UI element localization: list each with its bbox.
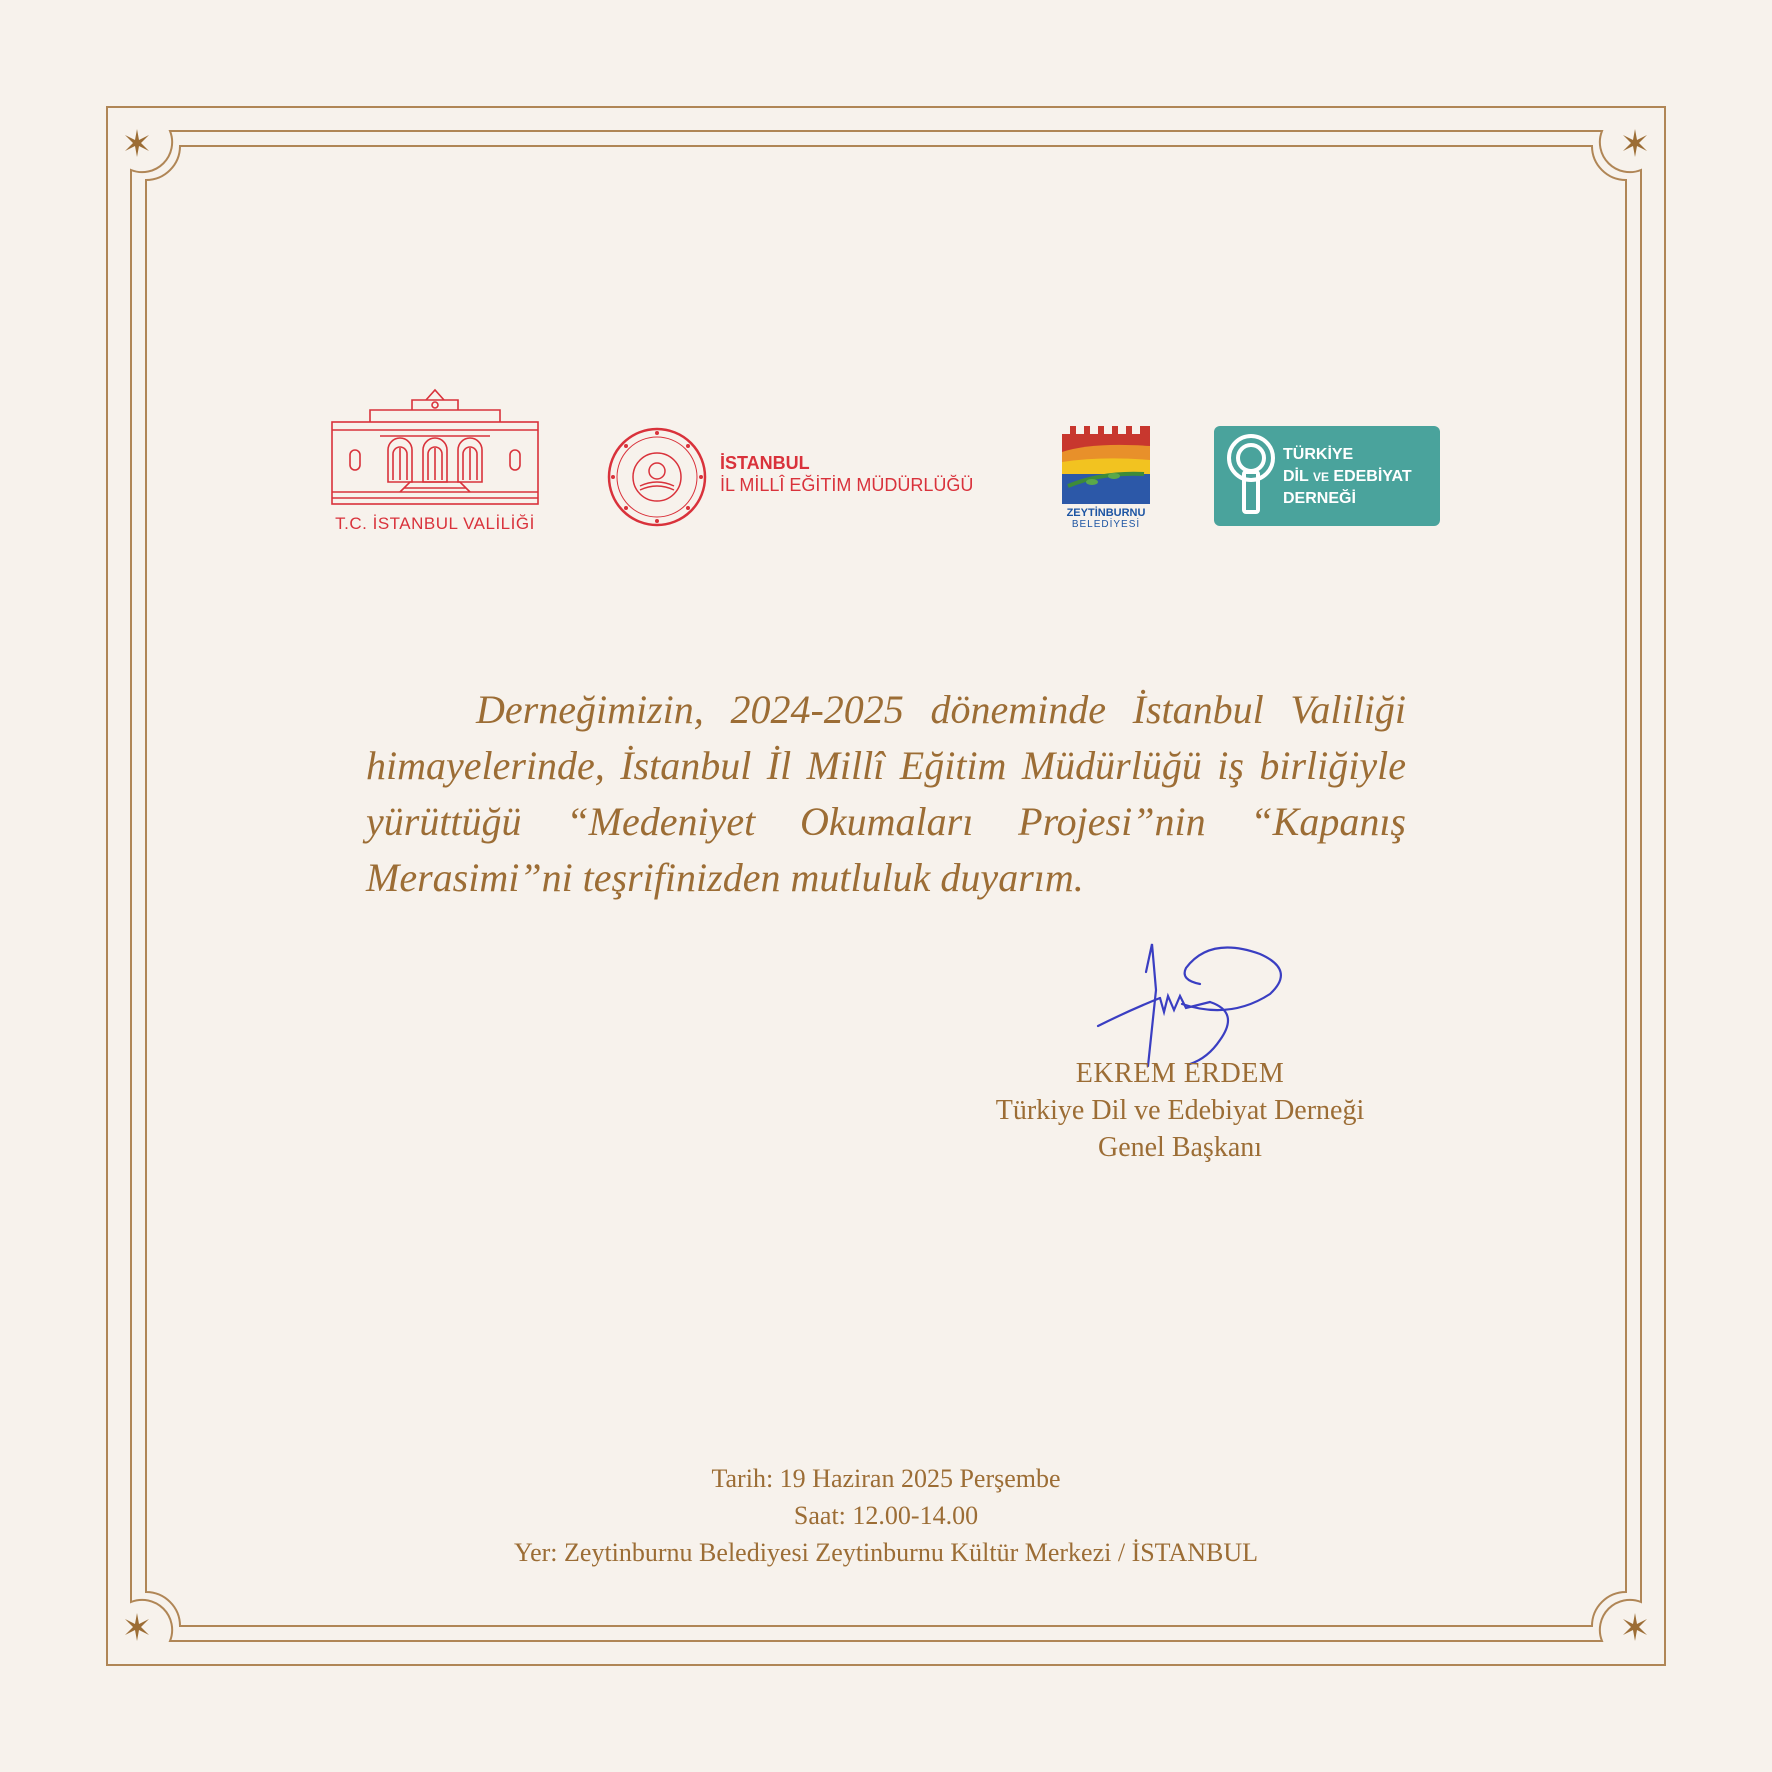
tdd-title-line2 (1283, 466, 1412, 488)
zeytinburnu-castle-icon (1062, 424, 1150, 508)
event-details (300, 1460, 1472, 1571)
invitation-body: Derneğimizin, 2024-2025 döneminde İstanbul Valiliği himayelerinde, İstanbul İl Millî Eğitim Müdürlüğü iş birliğiyle yürüttüğü “Medeniyet Okumaları Projesi”nin “Kapanış Merasimi”ni teşrifinizden mutluluk duyarım. (366, 687, 1406, 900)
tdd-title-line1: TÜRKİYE (1283, 446, 1354, 463)
event-date: Tarih: 19 Haziran 2025 Perşembe (711, 1464, 1061, 1493)
handwritten-signature (1090, 940, 1310, 1070)
signer-name: EKREM ERDEM (1075, 1058, 1285, 1089)
zeytinburnu-caption-line2: BELEDİYESİ (1071, 519, 1141, 530)
valilik-building-icon (330, 388, 540, 512)
tdd-logo (1224, 432, 1278, 520)
signer-title: Genel Başkanı (1097, 1132, 1263, 1163)
tdd-word-edebiyat: EDEBİYAT (1333, 468, 1412, 485)
tdd-title (1283, 444, 1412, 510)
zeytinburnu-caption-line1: ZEYTİNBURNU (1066, 507, 1146, 519)
tdd-word-ve: VE (1312, 470, 1329, 484)
logo-row (0, 0, 1772, 560)
signer-block (960, 1055, 1400, 1166)
meb-title-line1: İSTANBUL (720, 453, 810, 473)
corner-star-icon (1623, 1613, 1647, 1641)
zeytinburnu-logo (1062, 424, 1150, 508)
tdd-title-line3: DERNEĞİ (1283, 490, 1356, 507)
valilik-caption: T.C. İSTANBUL VALİLİĞİ (335, 514, 535, 533)
meb-logo (606, 426, 708, 528)
signer-organization: Türkiye Dil ve Edebiyat Derneği (995, 1095, 1365, 1126)
event-place: Yer: Zeytinburnu Belediyesi Zeytinburnu Kültür Merkezi / İSTANBUL (513, 1538, 1259, 1567)
corner-star-icon (125, 1613, 149, 1641)
valilik-logo (330, 388, 540, 512)
meb-title-line2: İL MİLLÎ EĞİTİM MÜDÜRLÜĞÜ (720, 475, 974, 495)
meb-title (720, 452, 973, 496)
tdd-word-dil: DİL (1283, 468, 1309, 485)
event-time: Saat: 12.00-14.00 (793, 1501, 979, 1530)
zeytinburnu-caption (1058, 508, 1154, 530)
meb-seal-icon (606, 426, 708, 528)
tdd-emblem-icon (1224, 432, 1278, 520)
